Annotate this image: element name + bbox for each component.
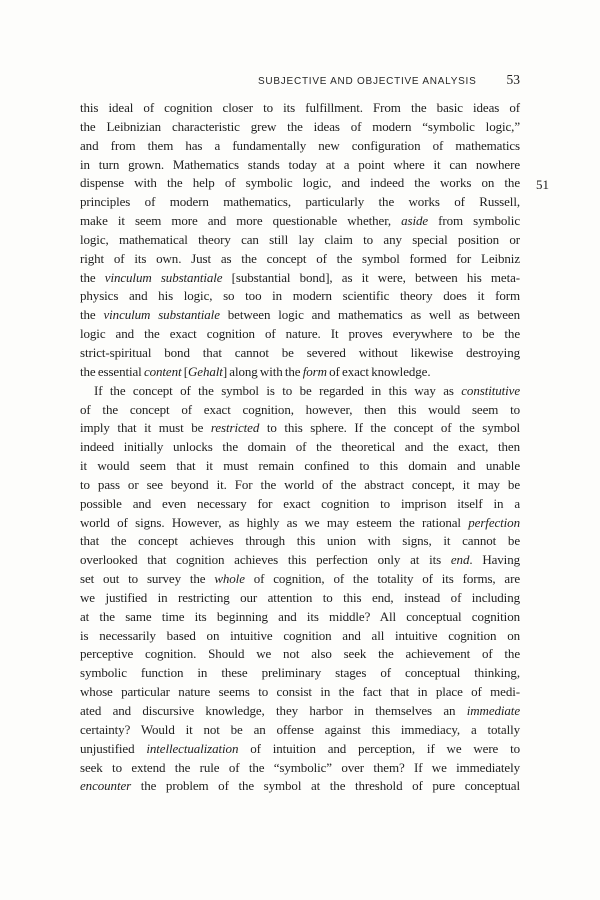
text-line: right of its own. Just as the concept of the symbol formed for Leibniz (80, 250, 520, 266)
text-line: encounter the problem of the symbol at the threshold of pure conceptual (80, 778, 520, 794)
text-line: symbolic function in these preliminary stages of conceptual thinking, (80, 665, 520, 681)
running-title: SUBJECTIVE AND OBJECTIVE ANALYSIS (257, 76, 477, 87)
text-line: logic and the exact cognition of nature. It proves everywhere to be the (80, 326, 520, 342)
text-line: strict-spiritual bond that cannot be severed without likewise destroying (80, 344, 520, 360)
text-line: world of signs. However, as highly as we may esteem the rational perfection (80, 514, 520, 530)
text-line: is necessarily based on intuitive cognition and all intuitive cognition on (80, 627, 520, 643)
text-line: the vinculum substantiale between logic and mathematics as well as between (80, 307, 520, 323)
text-line: possible and even necessary for exact cognition to imprison itself in a (80, 495, 520, 511)
text-line: that the concept achieves through this union with signs, it cannot be (80, 533, 520, 549)
text-line: whose particular nature seems to consist in the fact that in place of medi- (80, 684, 520, 700)
text-line: the essential content [Gehalt] along with the form of exact knowledge. (80, 363, 431, 379)
text-line: the Leibnizian characteristic grew the ideas of modern “symbolic logic,” (80, 118, 520, 134)
text-line: this ideal of cognition closer to its fulfillment. From the basic ideas of (80, 100, 520, 115)
text-line: at the same time its beginning and its middle? All conceptual cognition (80, 608, 520, 624)
text-line: we justified in restricting our attention to this end, instead of including (80, 589, 520, 605)
text-line: make it seem more and more questionable whether, aside from symbolic (80, 213, 520, 229)
text-line: unjustified intellectualization of intuition and perception, if we were to (80, 740, 520, 756)
text-line: overlooked that cognition achieves this perfection only at its end. Having (80, 552, 520, 568)
text-line: ated and discursive knowledge, they harbor in themselves an immediate (80, 703, 520, 718)
margin-locator-number: 51 (536, 177, 549, 192)
text-line: of the concept of exact cognition, however, then this would seem to (80, 401, 520, 417)
text-line: it would seem that it must remain confined to this domain and unable (80, 458, 520, 474)
text-line: the vinculum substantiale [substantial bond], as it were, between his meta- (80, 269, 520, 285)
text-line: logic, mathematical theory can still lay claim to any special position or (80, 231, 520, 247)
text-line: to pass or see beyond it. For the world of the abstract concept, it may be (80, 476, 520, 492)
text-line: physics and his logic, so too in modern scientific theory does it form (80, 288, 520, 304)
text-line: indeed initially unlocks the domain of the theoretical and the exact, then (80, 439, 520, 455)
text-line: certainty? Would it not be an offense against this immediacy, a totally (80, 721, 520, 737)
running-head (80, 72, 520, 88)
text-line: imply that it must be restricted to this sphere. If the concept of the symbol (80, 420, 520, 436)
text-line: perceptive cognition. Should we not also seek the achievement of the (80, 646, 520, 662)
page-body-text (80, 99, 520, 796)
text-line: set out to survey the whole of cognition, of the totality of its forms, are (80, 571, 520, 587)
text-line: in turn grown. Mathematics stands today at a point where it can nowhere (80, 156, 520, 172)
text-line: and from them has a fundamentally new configuration of mathematics (80, 137, 520, 153)
text-line: dispense with the help of symbolic logic, and indeed the works on the (80, 175, 520, 191)
page-number: 53 (506, 72, 520, 87)
text-line: principles of modern mathematics, particularly the works of Russell, (80, 194, 520, 210)
text-line: seek to extend the rule of the “symbolic” over them? If we immediately (80, 759, 520, 775)
text-line: If the concept of the symbol is to be regarded in this way as constitutive (94, 382, 520, 398)
